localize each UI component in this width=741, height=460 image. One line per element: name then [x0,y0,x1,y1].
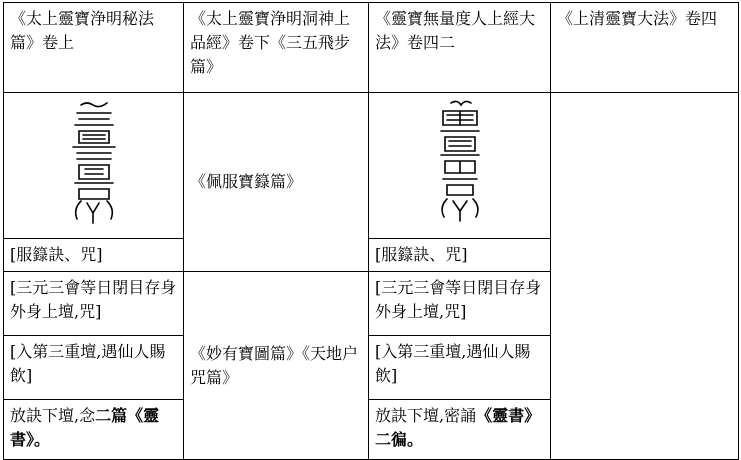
comparison-table [3,2,739,460]
col1-descend-cell [4,400,184,460]
col1-third-altar-cell: [入第三重壇,遇仙人賜飲] [4,336,184,400]
col1-sanyuan-cell: [三元三會等日閉目存身外身上壇,咒] [4,272,184,336]
talisman-image [59,97,129,227]
col3-fulu-cell: [服籙訣、咒] [369,239,551,272]
empty-cell [551,93,739,460]
header-cell-4: 《上清靈寶大法》卷四 [551,3,739,93]
peifu-cell: 《佩服寶籙篇》 [184,93,369,272]
header-cell-2: 《太上靈寶浄明洞神上品經》卷下《三五飛步篇》 [184,3,369,93]
talisman-image [427,97,493,227]
talisman-cell-1 [4,93,184,239]
col1-descend-text: 放訣下壇,念 [10,406,96,425]
col1-descend-bold: 二篇《靈書》。 [10,406,160,449]
col3-descend-text: 放訣下壇,密誦 [375,406,477,425]
miaoyou-cell: 《妙有寶圖篇》《天地户咒篇》 [184,272,369,460]
col1-fulu-cell: [服籙訣、咒] [4,239,184,272]
col3-descend-bold: 《靈書》二徧。 [375,406,541,449]
header-cell-1: 《太上靈寶浄明秘法篇》卷上 [4,3,184,93]
header-cell-3: 《靈寶無量度人上經大法》卷四二 [369,3,551,93]
col3-descend-cell [369,400,551,460]
col3-third-altar-cell: [入第三重壇,遇仙人賜飲] [369,336,551,400]
talisman-cell-2 [369,93,551,239]
col3-sanyuan-cell: [三元三會等日閉目存身外身上壇,咒] [369,272,551,336]
